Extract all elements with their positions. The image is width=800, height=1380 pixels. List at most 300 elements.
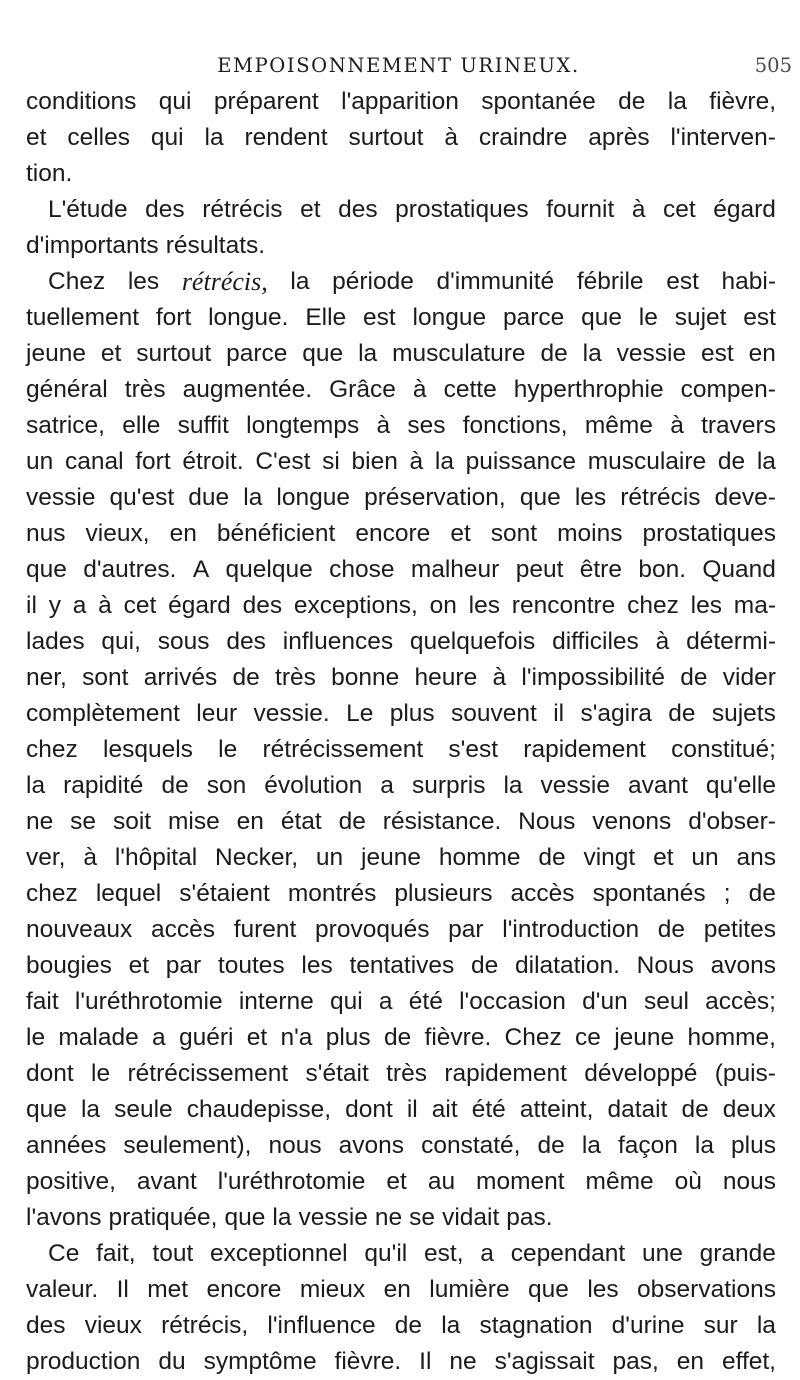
word: le [218,736,238,763]
word: augmentée. [182,376,313,403]
word: exceptions, [293,592,418,619]
word: que [302,340,344,367]
word: années [26,1132,107,1159]
word: rapidement [444,1060,567,1087]
word: sous [157,628,210,655]
word: étroit. [182,448,244,475]
word: de [657,916,686,943]
word: nouveaux [26,916,133,943]
word: que [519,484,561,511]
word: avant [627,772,688,799]
word: guéri [178,1024,234,1051]
word: lequel [95,880,162,907]
word: sont [82,664,129,691]
word: est [666,268,699,295]
word: production [26,1348,141,1375]
word: en [236,808,264,835]
word: vessie [26,484,96,511]
word: ne [449,1348,477,1375]
word: homme, [687,1024,776,1051]
text-line [26,480,776,516]
word: est [743,304,776,331]
word: égard [168,592,231,619]
word: nous [268,1132,322,1159]
word: seul [643,988,689,1015]
word: développé [584,1060,698,1087]
word: de [717,448,746,475]
word: se [70,808,97,835]
word: rétrécis, [181,267,268,296]
text-line [26,768,776,804]
word: de [394,1312,423,1339]
word: l'impossibilité [521,664,665,691]
word: constitué; [671,736,776,763]
word: dilatation. [515,952,620,979]
word: encore [355,520,431,547]
word: du [158,1348,186,1375]
word: les [301,952,333,979]
text-line [26,336,776,372]
text-line [26,372,776,408]
word: façon [617,1132,678,1159]
word: la [667,88,687,115]
word: grande [699,1240,776,1267]
word: musculaire [587,448,707,475]
text-line [26,408,776,444]
text-line [26,1092,776,1128]
word: où [674,1168,702,1195]
word: par [448,916,484,943]
word: a [72,592,87,619]
word: a [380,772,394,799]
word: des [145,196,185,223]
word: complètement [26,700,180,727]
word: Elle [305,304,347,331]
word: prostatiques [395,196,529,223]
word: sur [703,1312,738,1339]
word: leur [196,700,238,727]
word: en [169,520,197,547]
page-number: 505 [754,54,792,77]
word: chez [26,736,78,763]
word: résistance. [382,808,502,835]
word: il [553,700,565,727]
word: lades [26,628,85,655]
word: et [300,196,321,223]
word: des [242,592,283,619]
word: homme [438,844,521,871]
word: Chez [48,268,106,295]
word: la [756,1312,776,1339]
word: moment [476,1168,565,1195]
word: tout [152,1240,194,1267]
word: il [26,592,37,619]
word: tion. [26,160,73,187]
word: spontanée [481,88,596,115]
word: à [631,196,646,223]
word: à [376,412,391,439]
word: et [100,340,122,367]
word: même [585,1168,654,1195]
word: les [574,484,607,511]
word: qui [329,988,363,1015]
word: rapidité [63,772,144,799]
word: rapidement [523,736,646,763]
word: d'obser- [688,808,776,835]
word: chez [26,880,78,907]
word: état [280,808,322,835]
word: qu'est [109,484,175,511]
word: ait [431,1096,458,1123]
word: ner, [26,664,67,691]
word: la [756,448,776,475]
word: plus [389,700,435,727]
word: à [492,664,507,691]
word: de [537,1132,565,1159]
word: un [26,448,54,475]
text-line [26,1272,776,1308]
word: préparent [213,88,319,115]
body-text [26,84,776,1380]
word: d'urine [611,1312,685,1339]
word: la [694,1132,714,1159]
word: est [701,340,734,367]
running-head [30,54,800,84]
word: on [429,592,457,619]
word: l'avons [26,1204,102,1231]
word: s'est [448,736,499,763]
word: très [386,1060,427,1087]
word: l'apparition [341,88,459,115]
text-line [26,1308,776,1344]
word: et [653,844,674,871]
word: à [655,628,670,655]
word: chaudepisse, [186,1096,332,1123]
text-line [26,984,776,1020]
word: Nous [518,808,576,835]
word: bon. [638,556,687,583]
word: rendent [244,124,328,151]
word: lesquels [103,736,193,763]
word: datait [607,1096,668,1123]
word: vider [722,664,776,691]
text-line [26,156,776,192]
word: tuellement [26,304,140,331]
word: de [668,700,696,727]
word: la [441,1312,461,1339]
word: pas. [506,1204,553,1231]
word: interne [238,988,314,1015]
word: le [91,1060,111,1087]
text-line [26,192,776,228]
word: encore [206,1276,282,1303]
word: rencontre [511,592,616,619]
word: canal [64,448,124,475]
word: qui [158,88,192,115]
word: souvent [451,700,537,727]
word: et [128,952,149,979]
word: Quand [702,556,776,583]
word: nous [722,1168,776,1195]
word: son [206,772,247,799]
text-line [26,696,776,732]
word: nus [26,520,66,547]
word: le [638,304,658,331]
word: provoqués [315,916,430,943]
word: fonctions, [462,412,568,439]
word: très [275,664,316,691]
word: deux [722,1096,776,1123]
word: malheur [410,556,500,583]
word: rétrécissement [262,736,424,763]
word: les [587,1276,619,1303]
word: habi- [721,268,776,295]
word: qu'elle [705,772,776,799]
word: par [165,952,202,979]
word: longue [276,484,350,511]
word: et [450,520,471,547]
text-line [26,300,776,336]
text-line [26,624,776,660]
word: cependant [510,1240,626,1267]
word: longue. [208,304,289,331]
word: la [290,268,310,295]
word: Necker, [215,844,299,871]
text-line [26,1020,776,1056]
word: que [528,1276,569,1303]
word: travers [701,412,776,439]
text-line [26,876,776,912]
word: vessie. [253,700,330,727]
word: des [338,196,378,223]
word: observations [637,1276,776,1303]
word: de [680,664,708,691]
word: de [471,952,499,979]
word: deve- [714,484,776,511]
word: et [26,124,47,151]
text-line [26,552,776,588]
word: valeur. [26,1276,99,1303]
word: un [315,844,344,871]
word: de [681,1096,709,1123]
word: vingt [583,844,636,871]
word: cet [663,196,696,223]
word: la [243,484,263,511]
word: fort [135,448,171,475]
word: cette [443,376,497,403]
word: exceptionnel [210,1240,348,1267]
word: stagnation [479,1312,593,1339]
word: suffit [177,412,229,439]
word: égard [713,196,776,223]
word: surtout [136,340,212,367]
word: a [152,1024,166,1051]
word: lumière [429,1276,510,1303]
word: s'étaient [179,880,270,907]
word: s'était [305,1060,369,1087]
text-line [26,1056,776,1092]
word: fièvre. [334,1348,402,1375]
word: surpris [411,772,486,799]
word: vieux [84,1312,142,1339]
word: été [471,1096,506,1123]
word: Il [116,1276,129,1303]
word: que [26,1096,67,1123]
text-line [26,588,776,624]
word: l'hôpital [114,844,198,871]
running-title: EMPOISONNEMENT URINEUX. [217,54,580,77]
word: fièvre. [424,1024,492,1051]
word: se [409,1204,436,1231]
word: évolution [264,772,363,799]
word: ver, [26,844,66,871]
word: quelque [225,556,313,583]
word: ce [575,1024,601,1051]
word: bougies [26,952,112,979]
word: due [188,484,230,511]
word: furent [233,916,297,943]
text-line [26,120,776,156]
word: de [383,1024,412,1051]
word: la [582,340,602,367]
word: la [581,1132,601,1159]
word: est [363,304,396,331]
text-line [26,912,776,948]
word: après [588,124,650,151]
word: vidait [442,1204,500,1231]
word: l'interven- [670,124,776,151]
word: au [427,1168,456,1195]
word: Il [419,1348,432,1375]
word: à [98,592,112,619]
word: si [322,448,340,475]
word: cet [123,592,157,619]
word: la [503,772,523,799]
word: L'étude [48,196,128,223]
word: effet, [721,1348,776,1375]
word: rétrécis [620,484,701,511]
text-line [26,516,776,552]
word: il [406,1096,418,1123]
text-line [26,264,776,300]
text-line [26,1164,776,1200]
word: l'uréthrotomie [217,1168,366,1195]
word: mieux [299,1276,366,1303]
word: fébrile [576,268,644,295]
word: satrice, [26,412,105,439]
word: plus [325,1024,371,1051]
text-line [26,948,776,984]
word: et [246,1024,268,1051]
word: positive, [26,1168,116,1195]
word: vessie [298,1204,368,1231]
word: les [468,592,500,619]
word: l'influence [267,1312,376,1339]
word: jeune [361,844,421,871]
word: parce [226,340,288,367]
word: Ce [48,1240,80,1267]
word: y [48,592,61,619]
word: la [272,1204,292,1231]
word: longtemps [246,412,360,439]
word: (puis- [714,1060,776,1087]
word: de [618,88,646,115]
word: Le [346,700,374,727]
word: de [232,664,260,691]
word: chose [329,556,395,583]
word: d'autres. [83,556,177,583]
word: que [26,556,67,583]
word: qui [150,124,184,151]
word: sont [490,520,538,547]
word: préservation, [364,484,506,511]
word: ses [407,412,446,439]
text-line [26,1200,776,1236]
word: seule [114,1096,173,1123]
word: n'a [280,1024,313,1051]
word: montrés [287,880,377,907]
word: fort [155,304,192,331]
word: rétrécis [202,196,283,223]
text-line [26,804,776,840]
word: hyperthrophie [513,376,664,403]
word: même [584,412,653,439]
word: heure [414,664,478,691]
word: accès [510,880,575,907]
word: accès [150,916,215,943]
word: la [358,340,378,367]
word: peut [515,556,564,583]
word: a [378,988,393,1015]
word: à [670,412,684,439]
word: s'agissait [494,1348,595,1375]
word: compen- [680,376,776,403]
word: difficiles [552,628,639,655]
word: surtout [348,124,424,151]
word: et [386,1168,407,1195]
word: à [412,376,427,403]
word: l'introduction [502,916,640,943]
word: en [676,1348,705,1375]
word: elle [122,412,161,439]
word: la [26,772,46,799]
word: ; [723,880,731,907]
word: à [83,844,97,871]
word: ans [736,844,776,871]
word: en [383,1276,411,1303]
word: Nous [636,952,694,979]
word: la [204,124,224,151]
word: s'agira [580,700,652,727]
text-line [26,84,776,120]
word: le [26,1024,46,1051]
word: à [444,124,458,151]
word: d'immunité [436,268,555,295]
word: influences [282,628,394,655]
word: des [26,1312,66,1339]
text-line [26,660,776,696]
word: rétrécissement [127,1060,289,1087]
text-line [26,1344,776,1380]
word: dont [345,1096,393,1123]
word: malade [58,1024,139,1051]
word: atteint, [519,1096,594,1123]
word: quelquefois [409,628,536,655]
word: période [332,268,414,295]
word: constaté, [421,1132,521,1159]
word: plusieurs [394,880,493,907]
word: A [192,556,210,583]
